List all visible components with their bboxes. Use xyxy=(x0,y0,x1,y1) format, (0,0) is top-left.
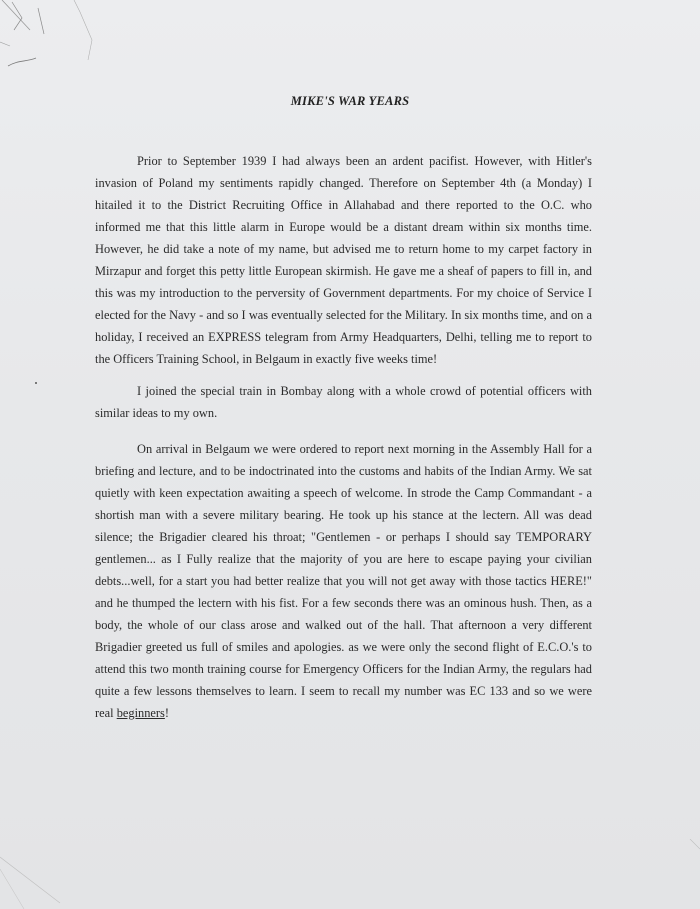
paragraph-3-ending: ! xyxy=(164,706,169,720)
bottom-crease xyxy=(0,839,700,909)
paper-speck xyxy=(35,382,37,384)
underlined-word: beginners xyxy=(116,706,165,720)
paragraph-1: Prior to September 1939 I had always been an ardent pacifist. However, with Hitler's invasion of Poland my sentiments rapidly changed. Therefore on September 4th (a Monday) I hitailed it to the District Recruiting Office in Allahabad and there reported to the O.C. who informed me that this little alarm in Europe would be a distant dream within six months time. However, he did take a note of my name, but advised me to return home to my carpet factory in Mirzapur and forget this petty little European skirmish. He gave me a sheaf of papers to fill in, and this was my introduction to the perversity of Government departments. For my choice of Service I elected for the Navy - and so I was eventually selected for the Military. In six months time, and on a holiday, I received an EXPRESS telegram from Army Headquarters, Delhi, telling me to report to the Officers Training School, in Belgaum in exactly five weeks time! xyxy=(95,154,592,366)
paragraph-2: I joined the special train in Bombay along with a whole crowd of potential officers with similar ideas to my own. xyxy=(95,384,592,420)
paragraph-3 xyxy=(95,438,592,724)
top-corner-crease xyxy=(0,0,110,90)
paragraph-3-text: On arrival in Belgaum we were ordered to report next morning in the Assembly Hall for a briefing and lecture, and to be indoctrinated into the customs and habits of the Indian Army. We sat quietly with keen expectation awaiting a speech of welcome. In strode the Camp Commandant - a shortish man with a severe military bearing. He took up his stance at the lectern. All was dead silence; the Brigadier cleared his throat; "Gentlemen - or perhaps I should say TEMPORARY gentlemen... as I Fully realize that the majority of you are here to escape paying your civilian debts...well, for a start you had better realize that you will not get away with those tactics HERE!" and he thumped the lectern with his fist. For a few seconds there was an ominous hush. Then, as a body, the whole of our class arose and walked out of the hall. That afternoon a very different Brigadier greeted us full of smiles and apologies. as we were only the second flight of E.C.O.'s to attend this two month training course for Emergency Officers for the Indian Army, the regulars had quite a few lessons themselves to learn. I seem to recall my number was EC 133 and so we were real xyxy=(95,442,592,720)
document-title: MIKE'S WAR YEARS xyxy=(290,94,410,108)
